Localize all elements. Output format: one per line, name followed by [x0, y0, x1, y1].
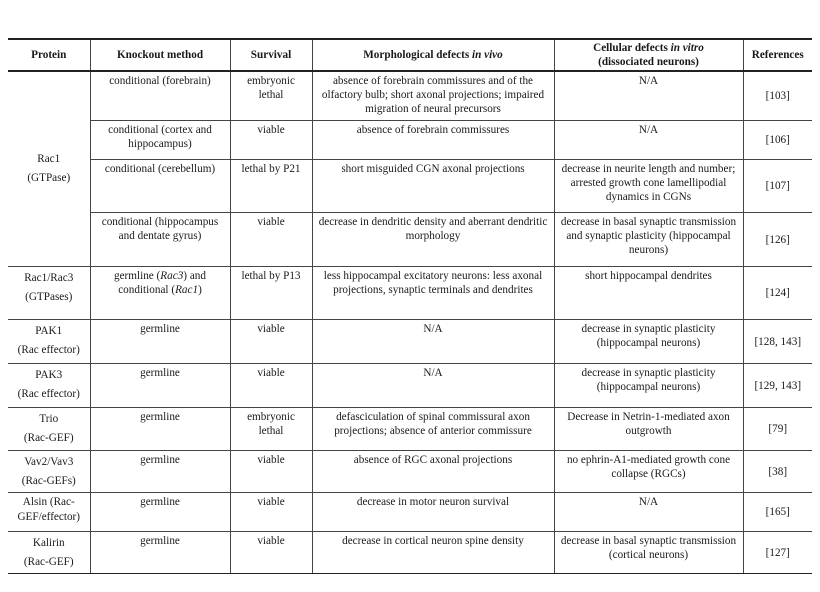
table-row [8, 71, 812, 120]
protein-class: (GTPases) [25, 290, 73, 303]
survival-cell: viable [230, 319, 312, 363]
cell-defects-cell: N/A [554, 71, 743, 120]
cell-defects-cell: Decrease in Netrin-1-mediated axon outgrowth [554, 407, 743, 450]
survival-cell: lethal by P21 [230, 159, 312, 212]
method-cell: germline [90, 531, 230, 573]
table-row [8, 120, 812, 159]
method-gene-rac3: Rac3 [160, 269, 184, 282]
protein-name: Vav2/Vav3 [24, 455, 74, 468]
protein-class: (GTPase) [27, 172, 71, 185]
morph-cell: absence of RGC axonal projections [312, 450, 554, 492]
protein-name: Kalirin [32, 536, 65, 549]
table-row [8, 492, 812, 531]
header-cell-italic: in vitro [670, 42, 704, 54]
method-cell: germline [90, 450, 230, 492]
header-cell-line2: (dissociated neurons) [598, 56, 699, 68]
survival-cell: viable [230, 363, 312, 407]
knockout-table [8, 38, 812, 574]
method-text-c: ) [198, 283, 202, 296]
survival-cell: viable [230, 120, 312, 159]
table-row [8, 363, 812, 407]
method-text-b: ) and conditional ( [118, 269, 206, 296]
header-row [8, 39, 812, 71]
header-morph-text: Morphological defects [363, 49, 472, 61]
cell-defects-cell: no ephrin-A1-mediated growth cone collapse (RGCs) [554, 450, 743, 492]
refs-cell: [128, 143] [743, 319, 812, 363]
survival-cell: viable [230, 492, 312, 531]
protein-class: (Rac-GEF) [23, 431, 74, 444]
table-row [8, 319, 812, 363]
survival-cell: viable [230, 531, 312, 573]
cell-defects-cell: short hippocampal dendrites [554, 266, 743, 319]
survival-cell: embryonic lethal [230, 407, 312, 450]
cell-defects-cell: decrease in basal synaptic transmission (cortical neurons) [554, 531, 743, 573]
header-protein: Protein [8, 39, 90, 71]
table-row [8, 531, 812, 573]
protein-name: PAK3 [35, 368, 63, 381]
morph-cell: decrease in motor neuron survival [312, 492, 554, 531]
header-references: References [743, 39, 812, 71]
morph-cell: absence of forebrain commissures and of the olfactory bulb; short axonal projections; impaired migration of neural precursors [312, 71, 554, 120]
method-cell: germline [90, 492, 230, 531]
refs-cell: [103] [743, 71, 812, 120]
table-row [8, 159, 812, 212]
refs-cell: [126] [743, 212, 812, 266]
refs-cell: [107] [743, 159, 812, 212]
morph-cell: N/A [312, 363, 554, 407]
protein-name: PAK1 [35, 324, 63, 337]
morph-cell: N/A [312, 319, 554, 363]
protein-name: Alsin (Rac- [22, 495, 75, 508]
cell-defects-cell: decrease in basal synaptic transmission and synaptic plasticity (hippocampal neurons) [554, 212, 743, 266]
table-row [8, 212, 812, 266]
method-cell: conditional (cortex and hippocampus) [90, 120, 230, 159]
method-cell: conditional (hippocampus and dentate gyrus) [90, 212, 230, 266]
header-morph-italic: in vivo [471, 49, 503, 61]
refs-cell: [129, 143] [743, 363, 812, 407]
survival-cell: viable [230, 212, 312, 266]
header-morphological [312, 39, 554, 71]
table-row [8, 450, 812, 492]
cell-defects-cell: N/A [554, 120, 743, 159]
method-text-a: germline ( [114, 269, 161, 282]
protein-cell-rac1-rac3 [8, 266, 90, 319]
protein-class: (Rac-GEFs) [21, 474, 76, 487]
morph-cell: defasciculation of spinal commissural axon projections; absence of anterior commissure [312, 407, 554, 450]
protein-class: (Rac effector) [17, 343, 80, 356]
protein-class: (Rac effector) [17, 387, 80, 400]
table-row [8, 407, 812, 450]
cell-defects-cell: decrease in neurite length and number; arrested growth cone lamellipodial dynamics in CGNs [554, 159, 743, 212]
header-cell-text: Cellular defects [593, 42, 671, 54]
refs-cell: [79] [743, 407, 812, 450]
cell-defects-cell: decrease in synaptic plasticity (hippocampal neurons) [554, 319, 743, 363]
refs-cell: [127] [743, 531, 812, 573]
protein-cell [8, 492, 90, 531]
refs-cell: [165] [743, 492, 812, 531]
refs-cell: [106] [743, 120, 812, 159]
survival-cell: viable [230, 450, 312, 492]
morph-cell: short misguided CGN axonal projections [312, 159, 554, 212]
method-cell: germline [90, 407, 230, 450]
morph-cell: absence of forebrain commissures [312, 120, 554, 159]
cell-defects-cell: decrease in synaptic plasticity (hippocampal neurons) [554, 363, 743, 407]
morph-cell: decrease in dendritic density and aberrant dendritic morphology [312, 212, 554, 266]
survival-cell: lethal by P13 [230, 266, 312, 319]
method-cell [90, 266, 230, 319]
method-cell: conditional (forebrain) [90, 71, 230, 120]
protein-class: (Rac-GEF) [23, 555, 74, 568]
morph-cell: less hippocampal excitatory neurons: less axonal projections, synaptic terminals and dendrites [312, 266, 554, 319]
header-method: Knockout method [90, 39, 230, 71]
knockout-table-container [8, 38, 812, 574]
header-survival: Survival [230, 39, 312, 71]
method-cell: germline [90, 319, 230, 363]
method-cell: conditional (cerebellum) [90, 159, 230, 212]
method-gene-rac1: Rac1 [175, 283, 199, 296]
protein-name: Rac1/Rac3 [24, 271, 74, 284]
refs-cell: [38] [743, 450, 812, 492]
morph-cell: decrease in cortical neuron spine density [312, 531, 554, 573]
survival-cell: embryonic lethal [230, 71, 312, 120]
protein-cell [8, 319, 90, 363]
protein-cell [8, 531, 90, 573]
refs-cell: [124] [743, 266, 812, 319]
protein-cell-rac1 [8, 71, 90, 266]
cell-defects-cell: N/A [554, 492, 743, 531]
protein-class: GEF/effector) [17, 510, 81, 523]
protein-cell [8, 450, 90, 492]
method-cell: germline [90, 363, 230, 407]
header-cellular [554, 39, 743, 71]
protein-name: Trio [39, 412, 59, 425]
table-row [8, 266, 812, 319]
protein-cell [8, 363, 90, 407]
protein-name: Rac1 [37, 153, 61, 166]
protein-cell [8, 407, 90, 450]
